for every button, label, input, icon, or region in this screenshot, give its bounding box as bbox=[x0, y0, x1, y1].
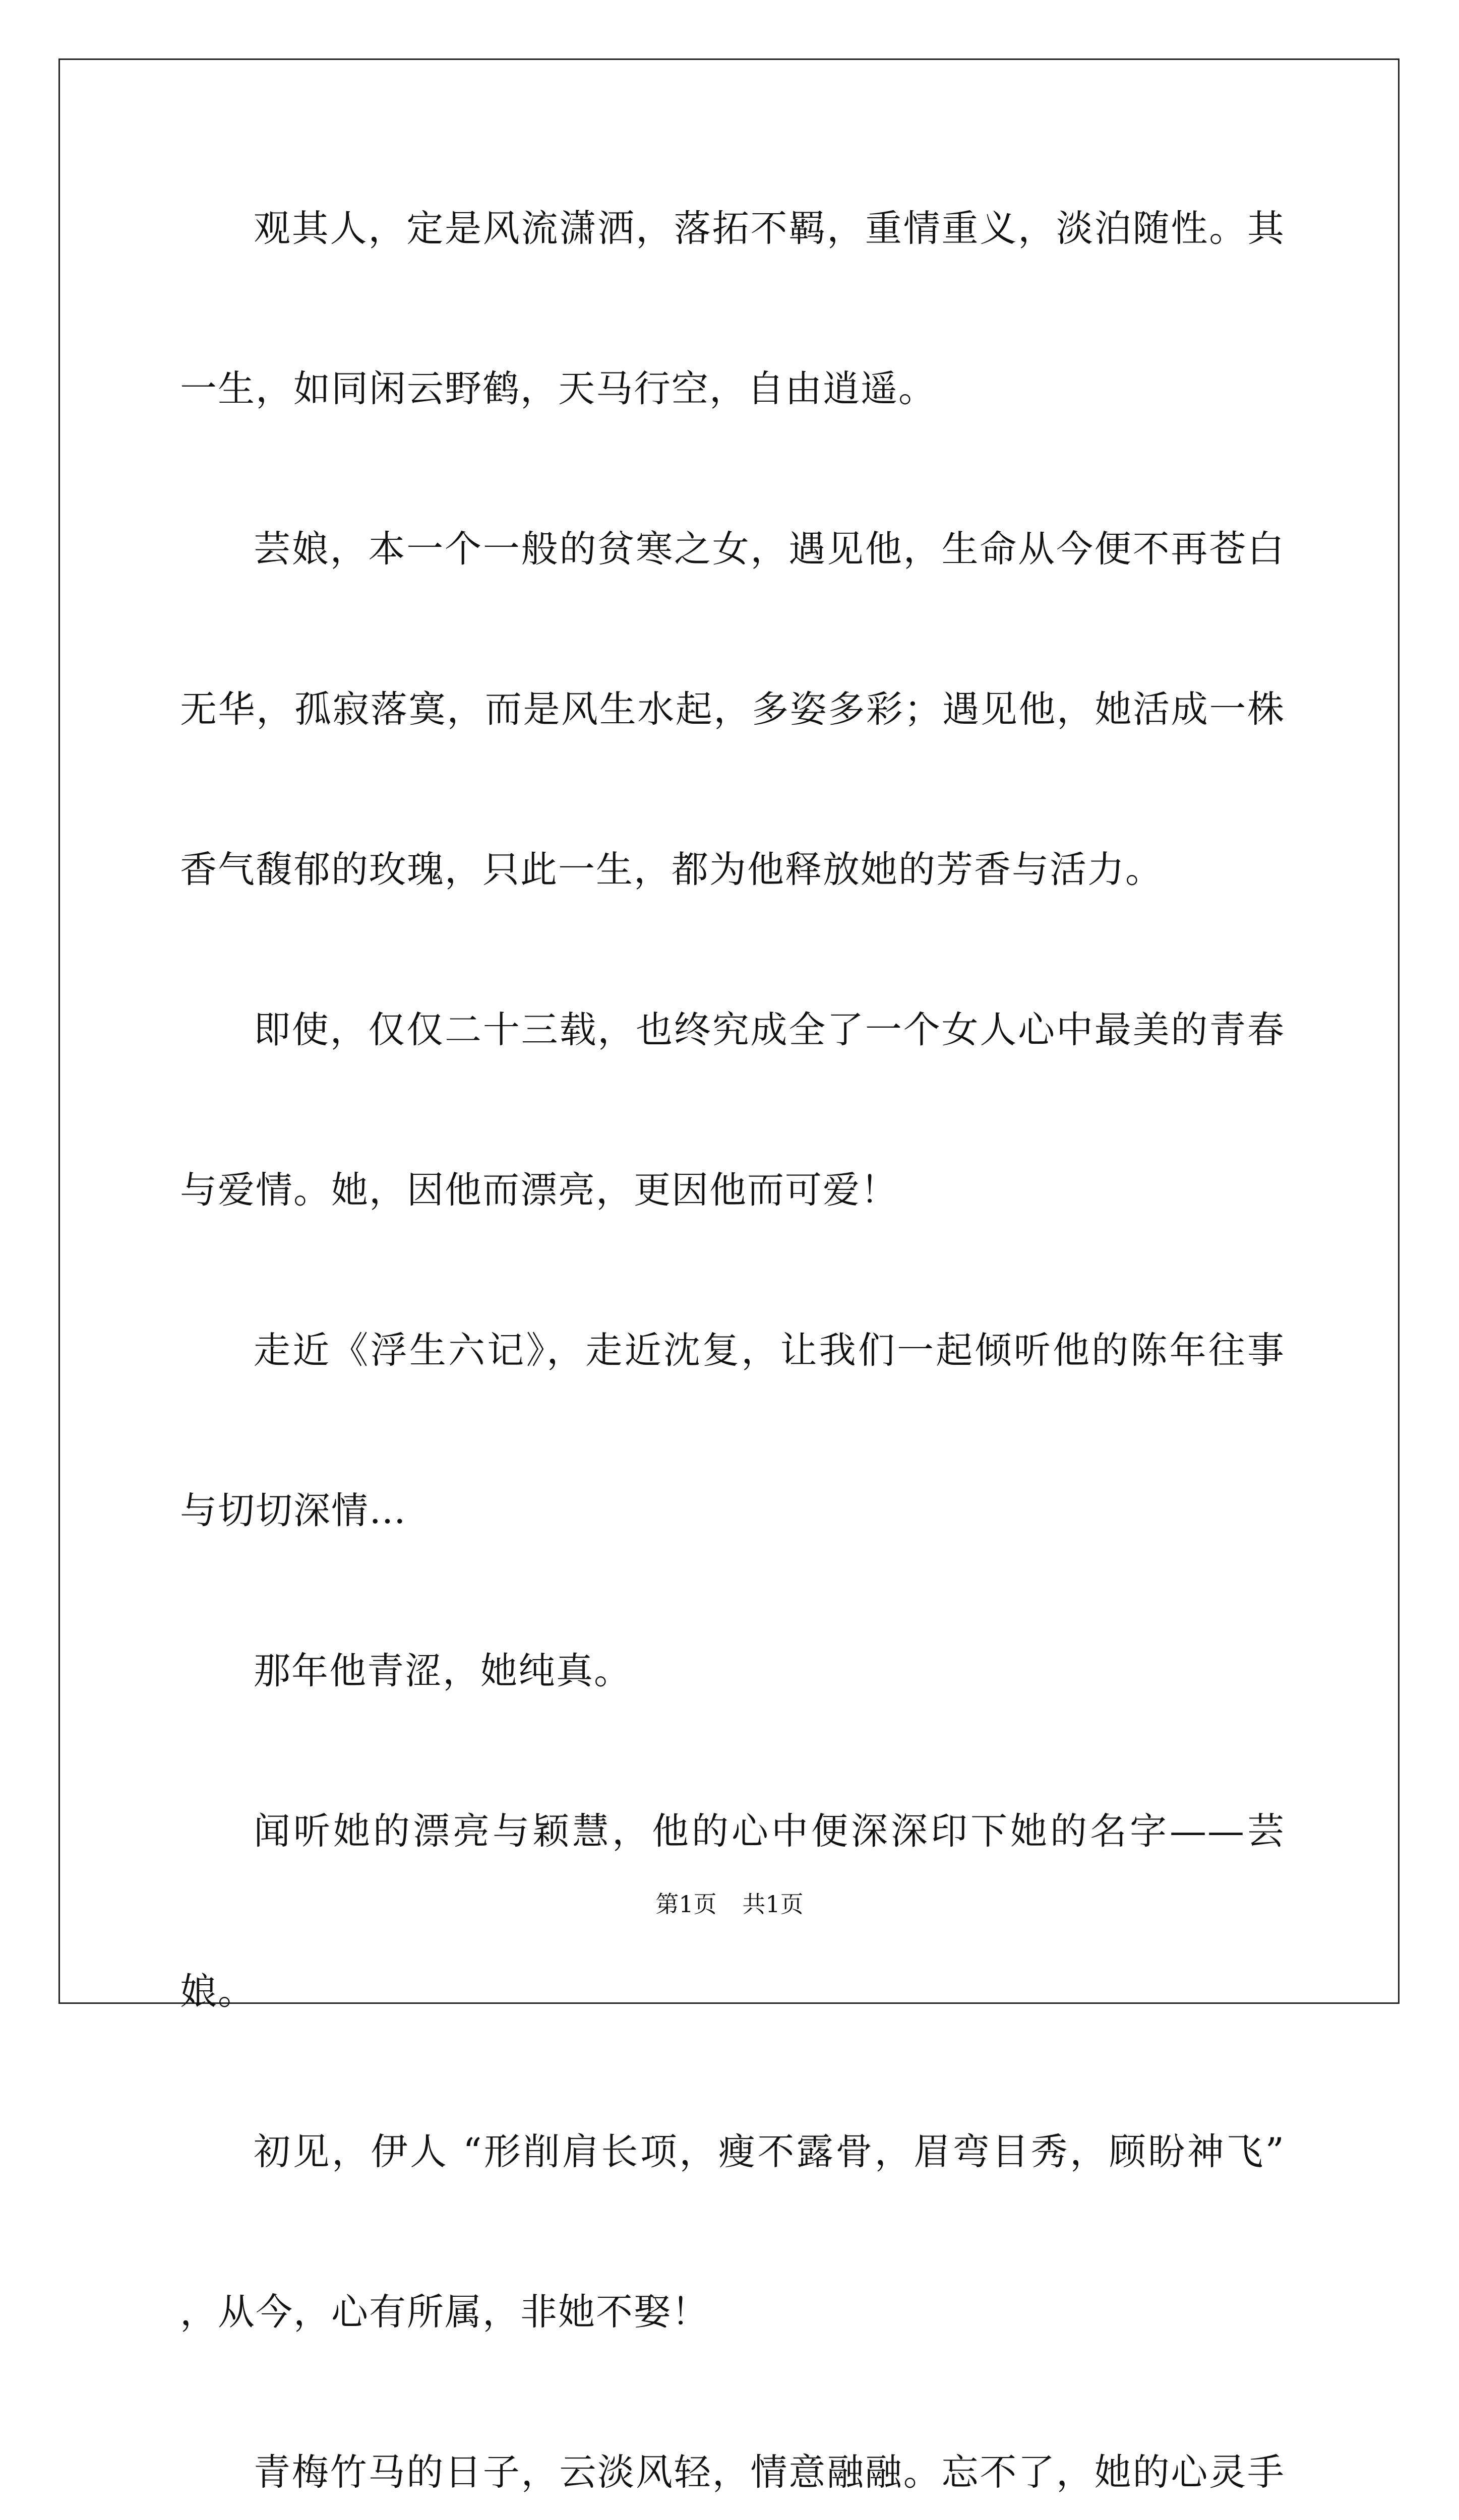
paragraph-8: 青梅竹马的日子，云淡风轻，情意融融。忘不了，她的心灵手 bbox=[254, 2451, 1285, 2494]
paragraph-5: 那年他青涩，她纯真。 bbox=[254, 1650, 632, 1692]
paragraph-3: 即使，仅仅二十三载，也终究成全了一个女人心中最美的青春与爱情。她，因他而漂亮，更因他而可爱！ bbox=[180, 1009, 1285, 1212]
page-number: 第1页 bbox=[655, 1891, 717, 1918]
page-footer bbox=[0, 1889, 1459, 1919]
paragraph-1: 观其人，定是风流潇洒，落拓不羁，重情重义，淡泊随性。其一生，如同闲云野鹤，天马行空，自由逍遥。 bbox=[180, 207, 1285, 410]
paragraph-6: 闻听她的漂亮与颖慧，他的心中便深深印下她的名字——芸娘。 bbox=[180, 1810, 1285, 2013]
page-total: 共1页 bbox=[742, 1891, 804, 1918]
paragraph-4: 走近《浮生六记》，走近沈复，让我们一起倾听他的陈年往事与切切深情… bbox=[180, 1329, 1285, 1532]
paragraph-2: 芸娘，本一个一般的贫寒之女，遇见他，生命从今便不再苍白无华，孤寂落寞，而是风生水起，多姿多彩；遇见他，她活成一株香气馥郁的玫瑰，只此一生，都为他释放她的芳香与活力。 bbox=[180, 528, 1285, 891]
paragraph-7: 初见，伊人 “形削肩长项，瘦不露骨，眉弯目秀，顾盼神飞” ，从今，心有所属，非她不娶！ bbox=[180, 2130, 1285, 2334]
